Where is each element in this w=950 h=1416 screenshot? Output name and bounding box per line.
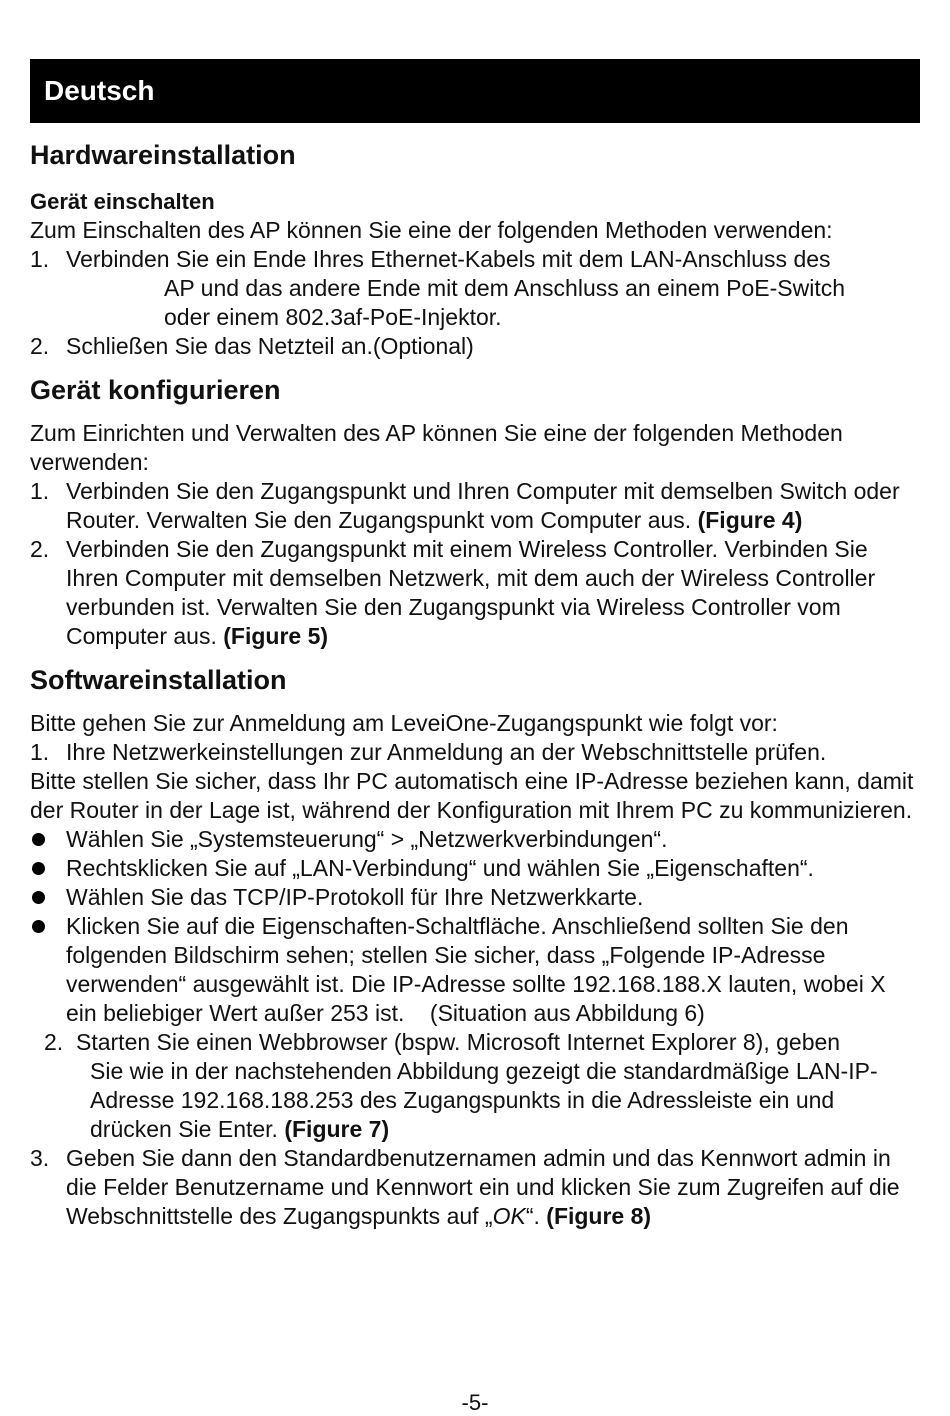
software-intro: Bitte gehen Sie zur Anmeldung am LeveiOne-Zugangspunkt wie folgt vor: <box>30 710 778 736</box>
item-text: Verbinden Sie den Zugangspunkt und Ihren Computer mit demselben Switch oder Router. Verwalten Sie den Zugangspunkt vom Computer aus. <box>66 478 900 533</box>
figure-reference: (Figure 7) <box>284 1116 390 1142</box>
software-heading: Softwareinstallation <box>30 665 287 695</box>
hardware-heading: Hardwareinstallation <box>30 140 296 170</box>
bullet-icon <box>30 825 66 854</box>
configure-steps <box>30 477 922 651</box>
software-step-2-cont <box>30 1057 922 1144</box>
item-number: 2. <box>30 536 50 562</box>
bullet-item <box>30 825 922 854</box>
bullet-item <box>30 912 922 1028</box>
item-text-end: “. <box>525 1203 540 1229</box>
language-banner <box>30 59 920 123</box>
figure-reference: (Figure 4) <box>697 507 803 533</box>
page-number: -5- <box>461 1390 489 1415</box>
item-number: 1. <box>30 478 50 504</box>
item-number: 2. <box>44 1029 64 1055</box>
bullet-icon <box>30 854 66 883</box>
list-item <box>30 245 922 332</box>
hardware-intro: Zum Einschalten des AP können Sie eine der folgenden Methoden verwenden: <box>30 217 833 243</box>
list-item <box>30 332 922 361</box>
item-text: Verbinden Sie den Zugangspunkt mit einem Wireless Controller. Verbinden Sie Ihren Computer mit demselben Netzwerk, mit dem auch der Wireless Controller verbunden ist. Verwalten Sie den Zugangspunkt via Wireless Controller vom Computer aus. <box>66 536 876 649</box>
ok-label: OK <box>492 1203 526 1229</box>
bullet-text: Rechtsklicken Sie auf „LAN-Verbindung“ und wählen Sie „Eigenschaften“. <box>66 855 814 881</box>
list-item <box>30 535 922 651</box>
settings-bullets <box>30 825 922 1028</box>
software-step-1 <box>30 738 922 767</box>
software-paragraph: Bitte stellen Sie sicher, dass Ihr PC automatisch eine IP-Adresse beziehen kann, damit der Router in der Lage ist, während der Konfiguration mit Ihrem PC zu kommunizieren. <box>30 768 914 823</box>
configure-heading: Gerät konfigurieren <box>30 375 281 405</box>
configure-intro: Zum Einrichten und Verwalten des AP können Sie eine der folgenden Methoden verwenden: <box>30 420 843 475</box>
item-number: 3. <box>30 1145 50 1171</box>
bullet-text: Klicken Sie auf die Eigenschaften-Schaltfläche. Anschließend sollten Sie den folgenden Bildschirm sehen; stellen Sie sicher, dass „Folgende IP-Adresse verwenden“ ausgewählt ist. Die IP-Adresse sollte 192.168.188.X lauten, wobei X ein beliebiger Wert außer 253 ist. (Situation aus Abbildung 6) <box>66 913 892 1026</box>
figure-reference: (Figure 8) <box>546 1203 652 1229</box>
item-text: Verbinden Sie ein Ende Ihres Ethernet-Kabels mit dem LAN-Anschluss des <box>66 246 831 272</box>
item-text: Schließen Sie das Netzteil an.(Optional) <box>66 333 474 359</box>
item-text-cont: oder einem 802.3af-PoE-Injektor. <box>164 304 502 330</box>
power-on-subheading: Gerät einschalten <box>30 189 215 214</box>
banner-title: Deutsch <box>44 75 155 106</box>
hardware-steps <box>30 245 922 361</box>
list-item <box>30 477 922 535</box>
item-text-cont: Sie wie in der nachstehenden Abbildung gezeigt die standardmäßige LAN-IP-Adresse 192.168.188.253 des Zugangspunkts in die Adressleiste ein und drücken Sie Enter. <box>90 1058 878 1142</box>
item-number: 1. <box>30 246 50 272</box>
bullet-icon <box>30 883 66 912</box>
software-step-3 <box>30 1144 922 1231</box>
bullet-item <box>30 854 922 883</box>
item-text-cont: AP und das andere Ende mit dem Anschluss an einem PoE-Switch <box>164 275 846 301</box>
software-step-2 <box>30 1028 922 1057</box>
bullet-icon <box>30 912 66 1028</box>
document-body <box>30 137 922 1231</box>
bullet-text: Wählen Sie „Systemsteuerung“ > „Netzwerkverbindungen“. <box>66 826 668 852</box>
item-number: 1. <box>30 739 50 765</box>
item-text: Geben Sie dann den Standardbenutzernamen admin und das Kennwort admin in die Felder Benutzername und Kennwort ein und klicken Sie zum Zugreifen auf die Webschnittstelle des Zugangspunkts auf „ <box>66 1145 900 1229</box>
bullet-text: Wählen Sie das TCP/IP-Protokoll für Ihre Netzwerkkarte. <box>66 884 644 910</box>
item-number: 2. <box>30 333 50 359</box>
item-text: Starten Sie einen Webbrowser (bspw. Microsoft Internet Explorer 8), geben <box>76 1029 841 1055</box>
bullet-item <box>30 883 922 912</box>
item-text: Ihre Netzwerkeinstellungen zur Anmeldung an der Webschnittstelle prüfen. <box>66 739 827 765</box>
figure-reference: (Figure 5) <box>223 623 329 649</box>
